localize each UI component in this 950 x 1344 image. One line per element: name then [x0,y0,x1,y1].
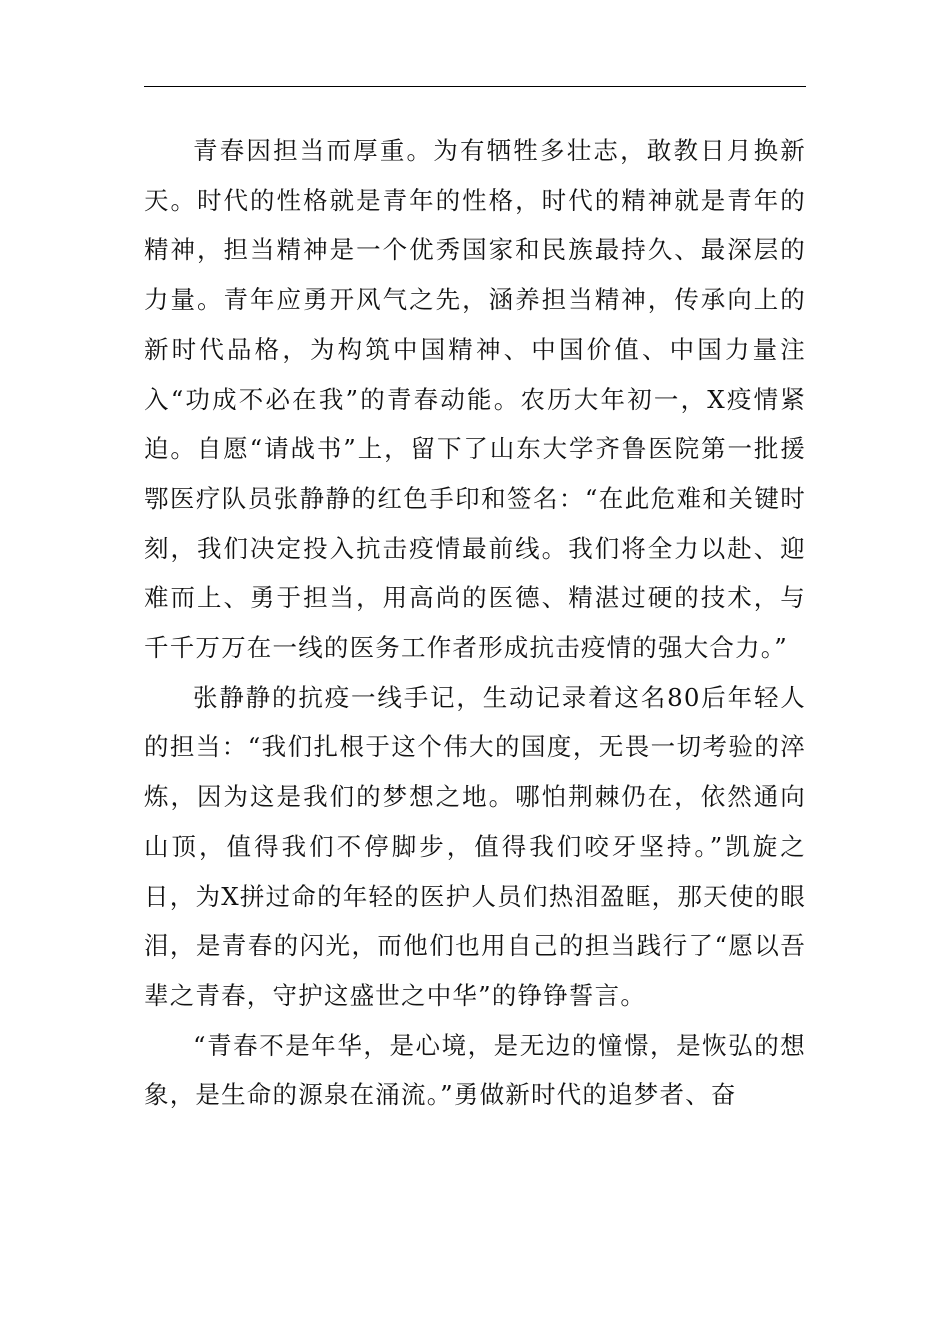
paragraph-2: 张静静的抗疫一线手记，生动记录着这名80后年轻人的担当：“我们扎根于这个伟大的国度，无畏一切考验的淬炼，因为这是我们的梦想之地。哪怕荆棘仍在，依然通向山顶，值得我们不停脚步，值得我们咬牙坚持。”凯旋之日，为X拼过命的年轻的医护人员们热泪盈眶，那天使的眼泪，是青春的闪光，而他们也用自己的担当践行了“愿以吾辈之青春，守护这盛世之中华”的铮铮誓言。 [144,682,806,1010]
paragraph-3: “青春不是年华，是心境，是无边的憧憬，是恢弘的想象，是生命的源泉在涌流。”勇做新时代的追梦者、奋 [144,1030,806,1110]
header-rule [144,86,806,87]
paragraph-1: 青春因担当而厚重。为有牺牲多壮志，敢教日月换新天。时代的性格就是青年的性格，时代的精神就是青年的精神，担当精神是一个优秀国家和民族最持久、最深层的力量。青年应勇开风气之先，涵养担当精神，传承向上的新时代品格，为构筑中国精神、中国价值、中国力量注入“功成不必在我”的青春动能。农历大年初一，X疫情紧迫。自愿“请战书”上，留下了山东大学齐鲁医院第一批援鄂医疗队员张静静的红色手印和签名：“在此危难和关键时刻，我们决定投入抗击疫情最前线。我们将全力以赴、迎难而上、勇于担当，用高尚的医德、精湛过硬的技术，与千千万万在一线的医务工作者形成抗击疫情的强大合力。” [144,136,806,663]
body-text [144,126,806,1120]
